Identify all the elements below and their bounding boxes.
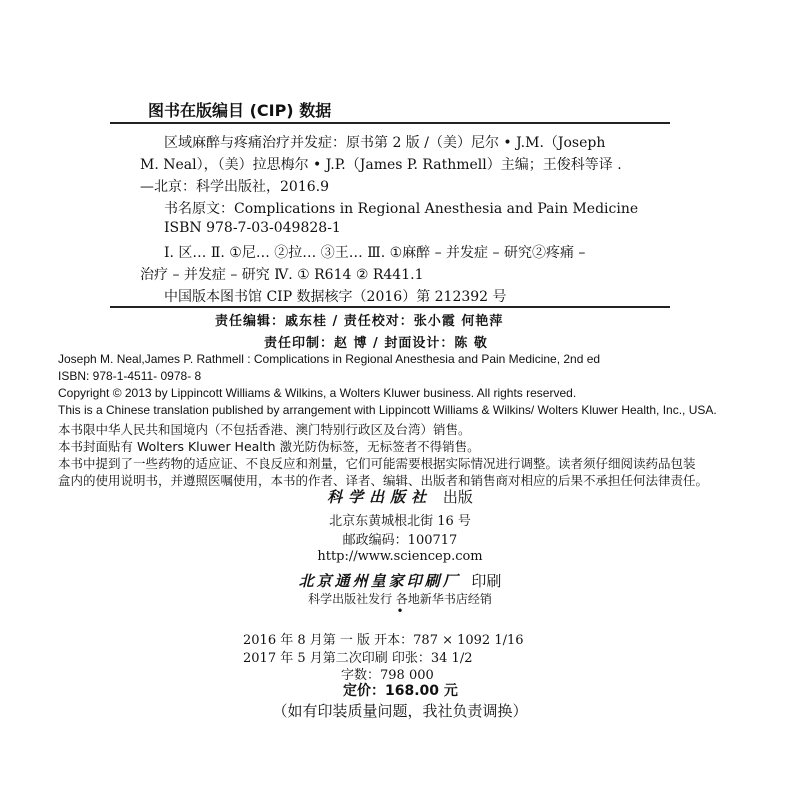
cip-line-8: 中国版本图书馆 CIP 数据核字（2016）第 212392 号 [164, 289, 507, 305]
cip-line-1: 区域麻醉与疼痛治疗并发症：原书第 2 版 /（美）尼尔 • J.M.（Joseph [164, 135, 606, 151]
cip-line-2: M. Neal），（美）拉思梅尔 • J.P.（James P. Rathmell）主编；王俊科等译 . [140, 157, 622, 173]
cip-top-rule [110, 122, 670, 124]
credits-line-1: 责任编辑：戚东桂 / 责任校对：张小霞 何艳萍 [215, 314, 504, 329]
publisher-url: http://www.sciencep.com [317, 549, 483, 564]
imprint-line-1: 2016 年 8 月第 一 版 开本：787 × 1092 1/16 [243, 633, 524, 648]
printer-line [0, 570, 800, 591]
rights-line-7: 本书中提到了一些药物的适应证、不良反应和剂量，它们可能需要根据实际情况进行调整。读者须仔细阅读药品包装 [58, 456, 696, 471]
imprint-line-2: 2017 年 5 月第二次印刷 印张：34 1/2 [243, 651, 473, 666]
publisher-address: 北京东黄城根北街 16 号 [329, 514, 471, 529]
cip-line-3: —北京：科学出版社，2016.9 [140, 179, 329, 195]
rights-line-8: 盒内的使用说明书，并遵照医嘱使用，本书的作者、译者、编辑、出版者和销售商对相应的后果不承担任何法律责任。 [58, 473, 709, 488]
publisher-suffix: 出版 [442, 488, 473, 506]
publisher-line [0, 486, 800, 507]
distribution-line: 科学出版社发行 各地新华书店经销 [308, 592, 492, 606]
price-line: 定价：168.00 元 [343, 683, 458, 699]
rights-line-1: Joseph M. Neal,James P. Rathmell : Complications in Regional Anesthesia and Pain Medicine, 2nd ed [58, 352, 601, 366]
cip-line-4: 书名原文：Complications in Regional Anesthesia and Pain Medicine [164, 201, 639, 217]
printer-suffix: 印刷 [471, 572, 502, 590]
cip-line-5: ISBN 978-7-03-049828-1 [164, 220, 341, 236]
cip-title: 图书在版编目 (CIP) 数据 [148, 101, 332, 120]
rights-line-3: Copyright © 2013 by Lippincott Williams & Wilkins, a Wolters Kluwer business. All rights reserved. [58, 386, 577, 400]
publisher-logo: 科学出版社 [327, 488, 433, 506]
separator-dot: • [396, 604, 404, 618]
printer-logo: 北京通州皇家印刷厂 [298, 572, 461, 590]
rights-line-6: 本书封面贴有 Wolters Kluwer Health 激光防伪标签，无标签者不得销售。 [58, 439, 480, 454]
quality-note: （如有印装质量问题，我社负责调换） [272, 702, 528, 720]
publisher-postcode: 邮政编码：100717 [342, 533, 458, 548]
credits-line-2: 责任印制：赵 博 / 封面设计：陈 敬 [264, 336, 488, 351]
rights-line-4: This is a Chinese translation published by arrangement with Lippincott Williams & Wilkins/ Wolters Kluwer Health, Inc., USA. [58, 403, 717, 417]
rights-line-2: ISBN: 978-1-4511- 0978- 8 [58, 369, 202, 383]
cip-line-7: 治疗 – 并发症 – 研究 Ⅳ. ① R614 ② R441.1 [140, 267, 424, 283]
cip-line-6: Ⅰ. 区… Ⅱ. ①尼… ②拉… ③王… Ⅲ. ①麻醉 – 并发症 – 研究②疼痛 – [164, 245, 586, 261]
cip-bottom-rule [110, 306, 670, 308]
imprint-line-3: 字数：798 000 [341, 668, 434, 683]
rights-line-5: 本书限中华人民共和国境内（不包括香港、澳门特别行政区及台湾）销售。 [58, 422, 471, 437]
